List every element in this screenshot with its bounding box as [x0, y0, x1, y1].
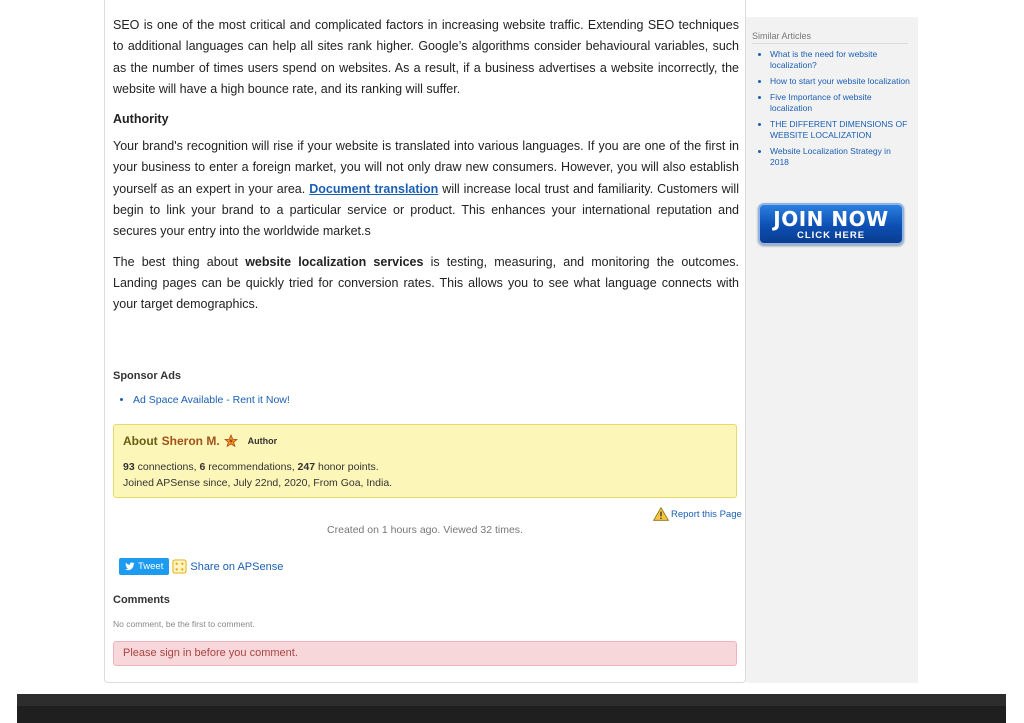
tweet-button[interactable] [119, 558, 169, 575]
about-label: About [123, 434, 158, 448]
similar-article-link[interactable]: • How to start your website localization [770, 76, 910, 87]
author-heading [123, 434, 277, 448]
para3-text-start: The best thing about [113, 254, 246, 269]
similar-article-link[interactable]: • Website Localization Strategy in 2018 [770, 146, 910, 168]
star-icon [224, 434, 238, 448]
share-row [119, 558, 283, 575]
similar-articles-title: Similar Articles [752, 31, 908, 44]
share-on-apsense-label: Share on APSense [190, 560, 284, 573]
para3-bold-text: website localization services [245, 254, 424, 269]
author-joined: Joined APSense since, July 22nd, 2020, From Goa, India. [123, 476, 393, 489]
sponsor-ad-link[interactable]: • Ad Space Available - Rent it Now! [133, 394, 290, 406]
similar-articles-list [770, 49, 910, 173]
article-body [113, 15, 739, 325]
similar-article-link[interactable]: • THE DIFFERENT DIMENSIONS OF WEBSITE LOCALIZATION [770, 119, 910, 141]
connections-label: connections, [134, 461, 200, 473]
created-info: Created on 1 hours ago. Viewed 32 times. [327, 524, 523, 536]
article-paragraph-1: SEO is one of the most critical and complicated factors in increasing website traffic. Extending SEO techniques to additional languages can help all sites rank higher. Google’s algorithms consider behavioural variables, such as the number of times users spend on websites. As a result, if a business advertises a website incorrectly, the website will have a high bounce rate, and its ranking will suffer. [113, 18, 739, 96]
footer-strip [17, 706, 1006, 723]
similar-article-link[interactable]: • What is the need for website localization? [770, 49, 910, 71]
click-here-label: CLICK HERE [796, 230, 866, 241]
sign-in-notice[interactable]: Please sign in before you comment. [113, 641, 737, 666]
para2-text-end: will increase local trust and familiarity. Customers will begin to link your brand to a particular service or product. This enhances your international reputation and secures your entry into the worldwide market.s [113, 181, 739, 239]
heading-authority: Authority [113, 112, 169, 127]
author-stats [123, 460, 392, 491]
no-comment-text: No comment, be the first to comment. [113, 619, 255, 629]
recommendations-count: 6 [199, 461, 206, 473]
author-box [113, 424, 737, 498]
recommendations-label: recommendations, [205, 461, 298, 473]
sidebar [746, 17, 918, 683]
join-now-label: JOIN NOW [773, 207, 889, 231]
sponsor-ads-list [133, 394, 290, 406]
document-translation-link[interactable]: Document translation [309, 181, 439, 196]
author-badge: Author [247, 436, 278, 446]
connections-count: 93 [123, 461, 135, 473]
comments-title: Comments [113, 594, 170, 606]
main-content [104, 0, 746, 683]
author-stats-line [123, 460, 392, 476]
join-now-button[interactable] [758, 203, 904, 245]
warning-icon [653, 507, 669, 521]
para2-text-start: Your brand's recognition will rise if your website is translated into various languages. If you are one of the first in your business to enter a foreign market, you will not only draw new consumers. However, you will also establish yourself as an expert in your area. [113, 139, 739, 196]
report-page-link[interactable] [653, 507, 742, 521]
tweet-label: Tweet [138, 561, 164, 572]
report-page-label: Report this Page [671, 508, 742, 520]
honor-points-count: 247 [297, 461, 316, 473]
para3-text-end: is testing, measuring, and monitoring the outcomes. Landing pages can be quickly tried for conversion rates. This allows you to see what language connects with your target demographics. [113, 254, 739, 312]
share-on-apsense-button[interactable] [172, 559, 283, 574]
twitter-bird-icon [125, 562, 135, 571]
article-paragraph-3 [113, 252, 739, 316]
author-name-link[interactable]: Sheron M. [161, 434, 220, 448]
sponsor-ads-title: Sponsor Ads [113, 370, 182, 382]
apsense-icon [172, 559, 187, 574]
article-paragraph-2 [113, 136, 739, 242]
honor-points-label: honor points. [315, 461, 379, 473]
similar-article-link[interactable]: • Five Importance of website localization [770, 92, 910, 114]
